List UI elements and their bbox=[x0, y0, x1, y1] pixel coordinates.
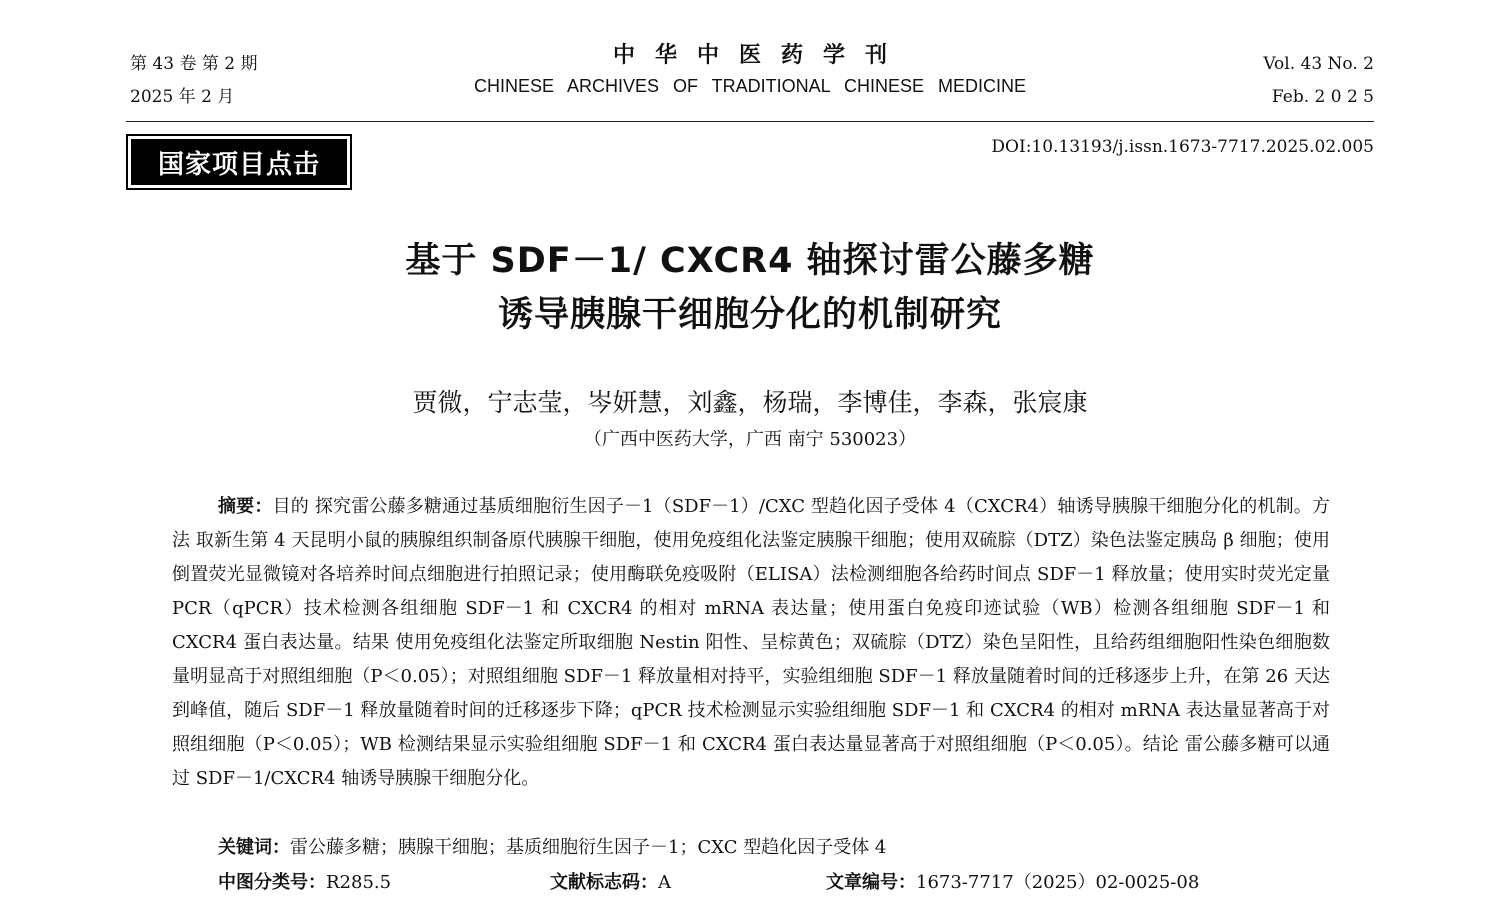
article-title bbox=[0, 234, 1500, 342]
document-code-label: 文献标志码： bbox=[550, 872, 658, 893]
issue-date-cn: 2025 年 2 月 bbox=[130, 87, 235, 107]
classification-label: 中图分类号： bbox=[218, 872, 326, 893]
doi[interactable]: DOI:10.13193/j.issn.1673-7717.2025.02.005 bbox=[991, 137, 1374, 157]
header-left bbox=[130, 48, 257, 114]
classification-value: R285.5 bbox=[326, 872, 392, 893]
abstract-label: 摘要： bbox=[218, 496, 273, 517]
volume-issue: 第 43 卷 第 2 期 bbox=[130, 54, 258, 74]
volume-en: Vol. 43 No. 2 bbox=[1263, 54, 1374, 74]
title-line-2: 诱导胰腺干细胞分化的机制研究 bbox=[497, 295, 1002, 335]
affiliation: （广西中医药大学，广西 南宁 530023） bbox=[583, 429, 917, 450]
article-number-label: 文章编号： bbox=[826, 872, 916, 893]
project-badge-label: 国家项目点击 bbox=[131, 139, 347, 185]
authors: 贾微，宁志莹，岑妍慧，刘鑫，杨瑞，李博佳，李森，张宸康 bbox=[412, 388, 1088, 417]
journal-title-cn: 中华中医药学刊 bbox=[612, 43, 907, 68]
abstract-text: 目的 探究雷公藤多糖通过基质细胞衍生因子－1（SDF－1）/CXC 型趋化因子受体 4（CXCR4）轴诱导胰腺干细胞分化的机制。方法 取新生第 4 天昆明小鼠的胰腺组织制备原代胰腺干细胞，使用免疫组化法鉴定胰腺干细胞；使用双硫腙（DTZ）染色法鉴定胰岛 β 细胞；使用倒置荧光显微镜对各培养时间点细胞进行拍照记录；使用酶联免疫吸附（ELISA）法检测细胞各给药时间点 SDF－1 释放量；使用实时荧光定量 PCR（qPCR）技术检测各组细胞 SDF－1 和 CXCR4 的相对 mRNA 表达量；使用蛋白免疫印迹试验（WB）检测各组细胞 SDF－1 和 CXCR4 蛋白表达量。结果 使用免疫组化法鉴定所取细胞 Nestin 阳性、呈棕黄色；双硫腙（DTZ）染色呈阳性，且给药组细胞阳性染色细胞数量明显高于对照组细胞（P＜0.05）；对照组细胞 SDF－1 释放量相对持平，实验组细胞 SDF－1 释放量随着时间的迁移逐步上升，在第 26 天达到峰值，随后 SDF－1 释放量随着时间的迁移逐步下降；qPCR 技术检测显示实验组细胞 SDF－1 和 CXCR4 的相对 mRNA 表达量显著高于对照组细胞（P＜0.05）；WB 检测结果显示实验组细胞 SDF－1 和 CXCR4 蛋白表达量显著高于对照组细胞（P＜0.05）。结论 雷公藤多糖可以通过 SDF－1/CXCR4 轴诱导胰腺干细胞分化。 bbox=[172, 496, 1330, 789]
project-badge bbox=[126, 134, 352, 190]
header-rule bbox=[126, 121, 1374, 122]
document-code-value: A bbox=[658, 872, 671, 893]
issue-date-en: Feb. 2 0 2 5 bbox=[1271, 87, 1374, 107]
keywords bbox=[218, 831, 1330, 865]
journal-masthead bbox=[430, 40, 1070, 97]
journal-title-en: CHINESE ARCHIVES OF TRADITIONAL CHINESE MEDICINE bbox=[473, 76, 1027, 96]
abstract bbox=[172, 490, 1330, 796]
article-number bbox=[826, 866, 1199, 900]
title-line-1: 基于 SDF－1/ CXCR4 轴探讨雷公藤多糖 bbox=[405, 241, 1095, 281]
classification-number bbox=[218, 866, 391, 900]
document-code bbox=[550, 866, 671, 900]
header-right bbox=[1263, 48, 1374, 114]
keywords-text: 雷公藤多糖；胰腺干细胞；基质细胞衍生因子－1；CXC 型趋化因子受体 4 bbox=[290, 837, 887, 858]
keywords-label: 关键词： bbox=[218, 837, 290, 858]
article-number-value: 1673-7717（2025）02-0025-08 bbox=[916, 872, 1200, 893]
